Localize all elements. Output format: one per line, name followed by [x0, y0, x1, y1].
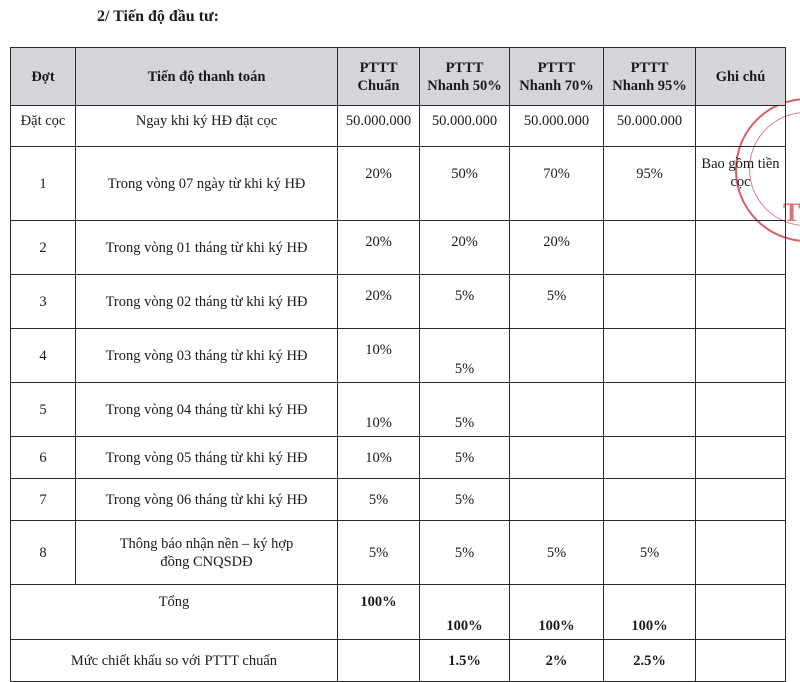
cell-ghi-chu — [696, 383, 786, 437]
cell-tien-do: Trong vòng 04 tháng từ khi ký HĐ — [76, 383, 338, 437]
cell-tien-do: Trong vòng 06 tháng từ khi ký HĐ — [76, 479, 338, 521]
cell-ghi-chu — [696, 479, 786, 521]
table-row — [11, 275, 786, 329]
cell-ghi-chu — [696, 329, 786, 383]
col-header-tien-do: Tiến độ thanh toán — [76, 48, 338, 106]
cell-nhanh-70: 50.000.000 — [510, 106, 604, 147]
total-nhanh-50: 100% — [420, 585, 510, 640]
cell-nhanh-70: 5% — [510, 521, 604, 585]
cell-ghi-chu: Bao gồm tiền cọc — [696, 147, 786, 221]
table-row — [11, 147, 786, 221]
cell-chuan: 20% — [338, 147, 420, 221]
cell-nhanh-50: 5% — [420, 479, 510, 521]
table-row — [11, 521, 786, 585]
cell-nhanh-95: 5% — [604, 521, 696, 585]
cell-tien-do: Trong vòng 02 tháng từ khi ký HĐ — [76, 275, 338, 329]
total-ghi-chu — [696, 585, 786, 640]
cell-nhanh-95 — [604, 221, 696, 275]
cell-tien-do: Trong vòng 05 tháng từ khi ký HĐ — [76, 437, 338, 479]
cell-ghi-chu — [696, 221, 786, 275]
col-header-dot: Đợt — [11, 48, 76, 106]
col-header-ghi-chu: Ghi chú — [696, 48, 786, 106]
cell-chuan: 10% — [338, 437, 420, 479]
total-row — [11, 585, 786, 640]
section-heading: 2/ Tiến độ đầu tư: — [97, 8, 219, 25]
cell-nhanh-70 — [510, 383, 604, 437]
cell-nhanh-95: 50.000.000 — [604, 106, 696, 147]
cell-nhanh-50: 5% — [420, 383, 510, 437]
total-chuan: 100% — [338, 585, 420, 640]
cell-ghi-chu — [696, 437, 786, 479]
cell-tien-do: Ngay khi ký HĐ đặt cọc — [76, 106, 338, 147]
table-row — [11, 106, 786, 147]
cell-nhanh-50: 5% — [420, 437, 510, 479]
table-row — [11, 479, 786, 521]
col-header-pttt-chuan: PTTT Chuẩn — [338, 48, 420, 106]
total-nhanh-70: 100% — [510, 585, 604, 640]
cell-chuan: 50.000.000 — [338, 106, 420, 147]
payment-schedule-table — [10, 47, 786, 682]
cell-nhanh-95 — [604, 383, 696, 437]
cell-nhanh-50: 50.000.000 — [420, 106, 510, 147]
cell-ghi-chu — [696, 275, 786, 329]
cell-chuan: 5% — [338, 479, 420, 521]
discount-label: Mức chiết khấu so với PTTT chuẩn — [11, 640, 338, 682]
table-row — [11, 329, 786, 383]
cell-chuan: 10% — [338, 383, 420, 437]
cell-nhanh-95 — [604, 479, 696, 521]
company-seal: T — [735, 98, 800, 242]
cell-nhanh-70: 70% — [510, 147, 604, 221]
cell-chuan: 20% — [338, 221, 420, 275]
cell-nhanh-70 — [510, 479, 604, 521]
discount-row — [11, 640, 786, 682]
cell-dot: Đặt cọc — [11, 106, 76, 147]
table-row — [11, 383, 786, 437]
discount-nhanh-95: 2.5% — [604, 640, 696, 682]
header-row — [11, 48, 786, 106]
total-label: Tổng — [11, 585, 338, 640]
cell-nhanh-50: 5% — [420, 275, 510, 329]
discount-ghi-chu — [696, 640, 786, 682]
cell-nhanh-95: 95% — [604, 147, 696, 221]
table-row — [11, 437, 786, 479]
cell-nhanh-70: 5% — [510, 275, 604, 329]
cell-nhanh-70 — [510, 329, 604, 383]
cell-nhanh-50: 50% — [420, 147, 510, 221]
cell-dot: 8 — [11, 521, 76, 585]
cell-chuan: 20% — [338, 275, 420, 329]
cell-nhanh-70 — [510, 437, 604, 479]
cell-tien-do: Thông báo nhận nền – ký hợp đồng CNQSDĐ — [76, 521, 338, 585]
cell-nhanh-50: 5% — [420, 329, 510, 383]
cell-dot: 7 — [11, 479, 76, 521]
discount-chuan — [338, 640, 420, 682]
cell-dot: 1 — [11, 147, 76, 221]
cell-dot: 4 — [11, 329, 76, 383]
cell-chuan: 5% — [338, 521, 420, 585]
cell-nhanh-70: 20% — [510, 221, 604, 275]
cell-nhanh-50: 20% — [420, 221, 510, 275]
cell-nhanh-50: 5% — [420, 521, 510, 585]
cell-chuan: 10% — [338, 329, 420, 383]
col-header-nhanh-50: PTTT Nhanh 50% — [420, 48, 510, 106]
col-header-nhanh-95: PTTT Nhanh 95% — [604, 48, 696, 106]
cell-tien-do: Trong vòng 03 tháng từ khi ký HĐ — [76, 329, 338, 383]
cell-ghi-chu — [696, 521, 786, 585]
table-row — [11, 221, 786, 275]
cell-nhanh-95 — [604, 437, 696, 479]
cell-nhanh-95 — [604, 329, 696, 383]
cell-ghi-chu — [696, 106, 786, 147]
total-nhanh-95: 100% — [604, 585, 696, 640]
cell-tien-do: Trong vòng 07 ngày từ khi ký HĐ — [76, 147, 338, 221]
cell-dot: 6 — [11, 437, 76, 479]
cell-dot: 5 — [11, 383, 76, 437]
cell-tien-do: Trong vòng 01 tháng từ khi ký HĐ — [76, 221, 338, 275]
cell-dot: 3 — [11, 275, 76, 329]
col-header-nhanh-70: PTTT Nhanh 70% — [510, 48, 604, 106]
discount-nhanh-50: 1.5% — [420, 640, 510, 682]
cell-dot: 2 — [11, 221, 76, 275]
cell-nhanh-95 — [604, 275, 696, 329]
discount-nhanh-70: 2% — [510, 640, 604, 682]
